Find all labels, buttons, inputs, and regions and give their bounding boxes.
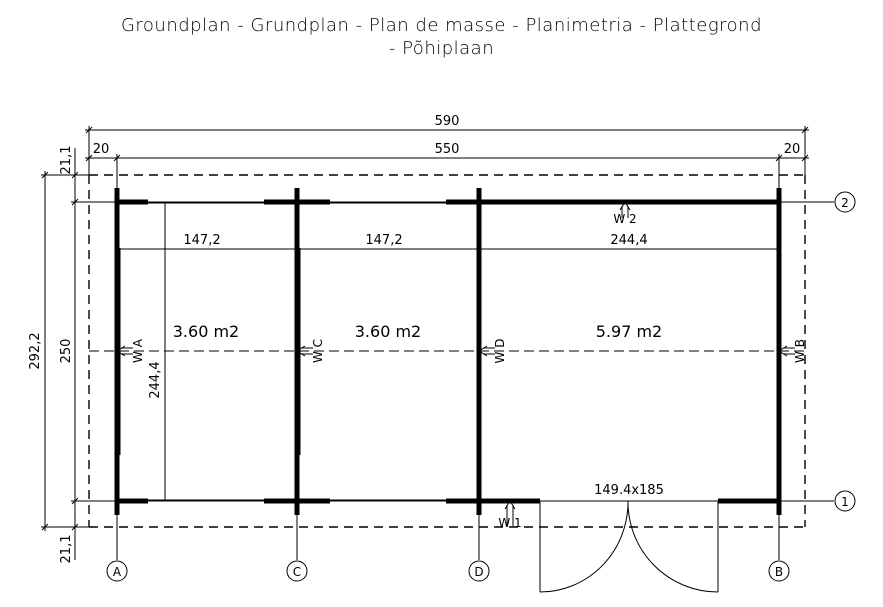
wall-label-1: W 1 [498,516,522,530]
wall-label-c: W C [311,338,325,364]
dim-room-depth: 244,4 [148,361,163,399]
dim-overhang-top: 21,1 [59,145,74,175]
dim-room-width-1: 147,2 [183,233,221,248]
grid-bubble-d [469,561,489,581]
grid-bubble-2 [835,192,855,212]
dim-door-size: 149.4x185 [594,483,664,498]
wall-marker-arrows [117,202,795,526]
wall-label-b: W B [793,339,807,363]
wall-label-2: W 2 [613,212,637,226]
grid-bubble-1 [835,491,855,511]
grid-bubble-b [769,561,789,581]
plan-title-line-1: Groundplan - Grundplan - Plan de masse - Planimetria - Plattegrond [120,15,763,36]
dim-overhang-bottom: 21,1 [59,534,74,564]
grid-bubble-a [107,561,127,581]
grid-label-c: C [292,565,302,579]
dim-wall-left: 20 [92,142,110,157]
dim-room-width-3: 244,4 [610,233,648,248]
dim-overall-width: 590 [434,114,460,129]
overall-depth-dims [41,145,117,560]
grid-bubble-c [287,561,307,581]
wall-label-d: W D [493,338,507,364]
dim-inner-width: 550 [434,142,460,157]
bottom-wall [89,500,805,501]
grid-label-b: B [774,565,784,579]
grid-label-2: 2 [841,196,849,210]
grid-label-a: A [112,565,122,579]
wall-label-a: W A [131,339,145,363]
grid-label-d: D [474,565,484,579]
top-wall [89,202,805,203]
room-area-2: 3.60 m2 [354,322,422,341]
room-area-1: 3.60 m2 [172,322,240,341]
grid-label-1: 1 [841,495,849,509]
overall-width-dims [85,126,809,188]
double-door [540,501,718,592]
plan-title-line-2: - Põhiplaan [388,38,495,59]
room-area-3: 5.97 m2 [595,322,663,341]
dim-wall-right: 20 [783,142,801,157]
dim-inner-depth: 250 [59,338,74,364]
grid-axis-extensions [117,202,834,560]
dim-overall-depth: 292,2 [28,332,43,370]
dim-room-width-2: 147,2 [365,233,403,248]
